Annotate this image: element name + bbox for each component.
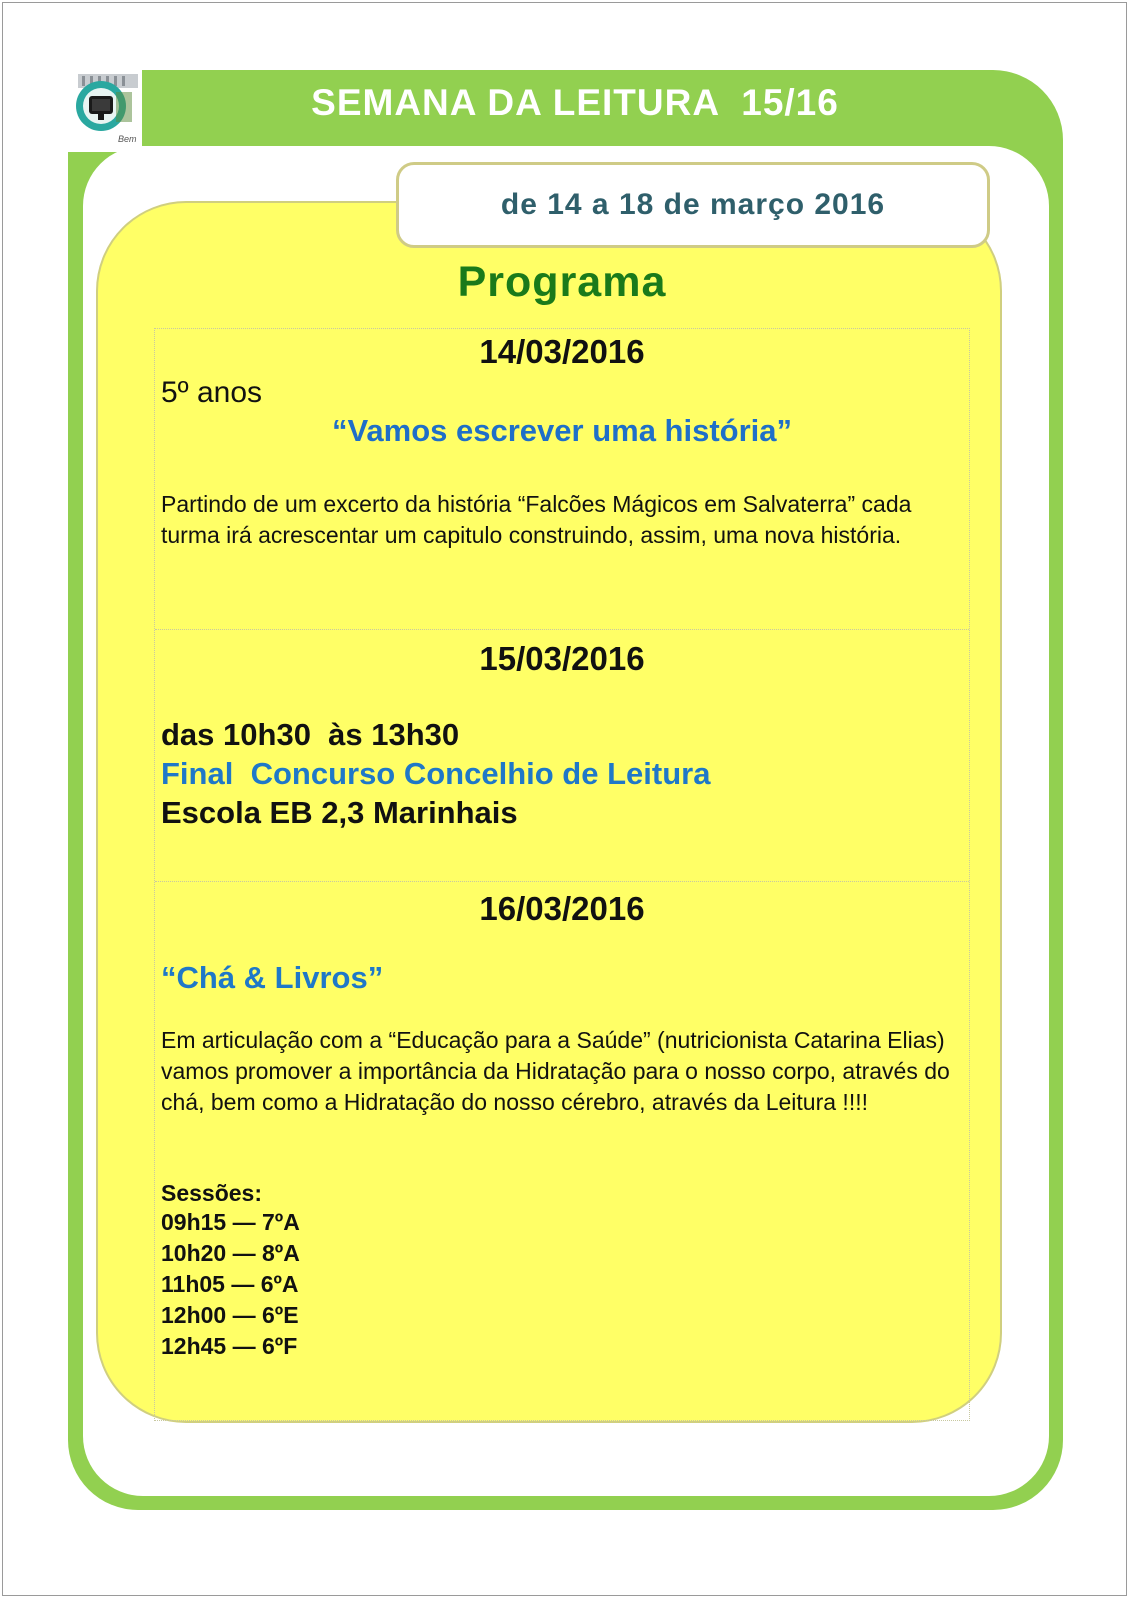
day-date: 16/03/2016: [479, 890, 645, 927]
program-table: [154, 328, 970, 1421]
logo: [68, 70, 142, 152]
day-section: [155, 629, 969, 881]
day-section: [155, 881, 969, 1422]
logo-text: Bem: [118, 134, 137, 144]
session-item: 10h20 — 8ºA: [161, 1240, 300, 1266]
sessions-list: [161, 1207, 300, 1362]
activity-title: Final Concurso Concelhio de Leitura: [161, 756, 711, 791]
event-dates: de 14 a 18 de março 2016: [396, 162, 990, 248]
session-item: 12h00 — 6ºE: [161, 1302, 299, 1328]
session-item: 09h15 — 7ºA: [161, 1209, 300, 1235]
day-audience: 5º anos: [161, 376, 263, 409]
day-section: [155, 329, 969, 629]
session-item: 12h45 — 6ºF: [161, 1333, 298, 1359]
program-heading: Programa: [457, 258, 667, 306]
page-title: SEMANA DA LEITURA 15/16: [311, 82, 839, 123]
session-item: 11h05 — 6ºA: [161, 1271, 299, 1297]
day-date: 15/03/2016: [479, 640, 645, 677]
activity-title: “Chá & Livros”: [161, 960, 384, 995]
activity-description: Partindo de um excerto da história “Falcões Mágicos em Salvaterra” cada turma irá acrescentar um capitulo construindo, assim, uma nova história.: [161, 491, 912, 548]
activity-place: Escola EB 2,3 Marinhais: [161, 795, 518, 830]
sessions-label: Sessões:: [161, 1180, 263, 1206]
activity-description: Em articulação com a “Educação para a Saúde” (nutricionista Catarina Elias) vamos promover a importância da Hidratação para o nosso corpo, através do chá, bem como a Hidratação do nosso cérebro, através da Leitura !!!!: [161, 1027, 950, 1115]
activity-time: das 10h30 às 13h30: [161, 717, 460, 752]
day-date: 14/03/2016: [479, 333, 645, 370]
activity-title: “Vamos escrever uma história”: [331, 413, 793, 448]
